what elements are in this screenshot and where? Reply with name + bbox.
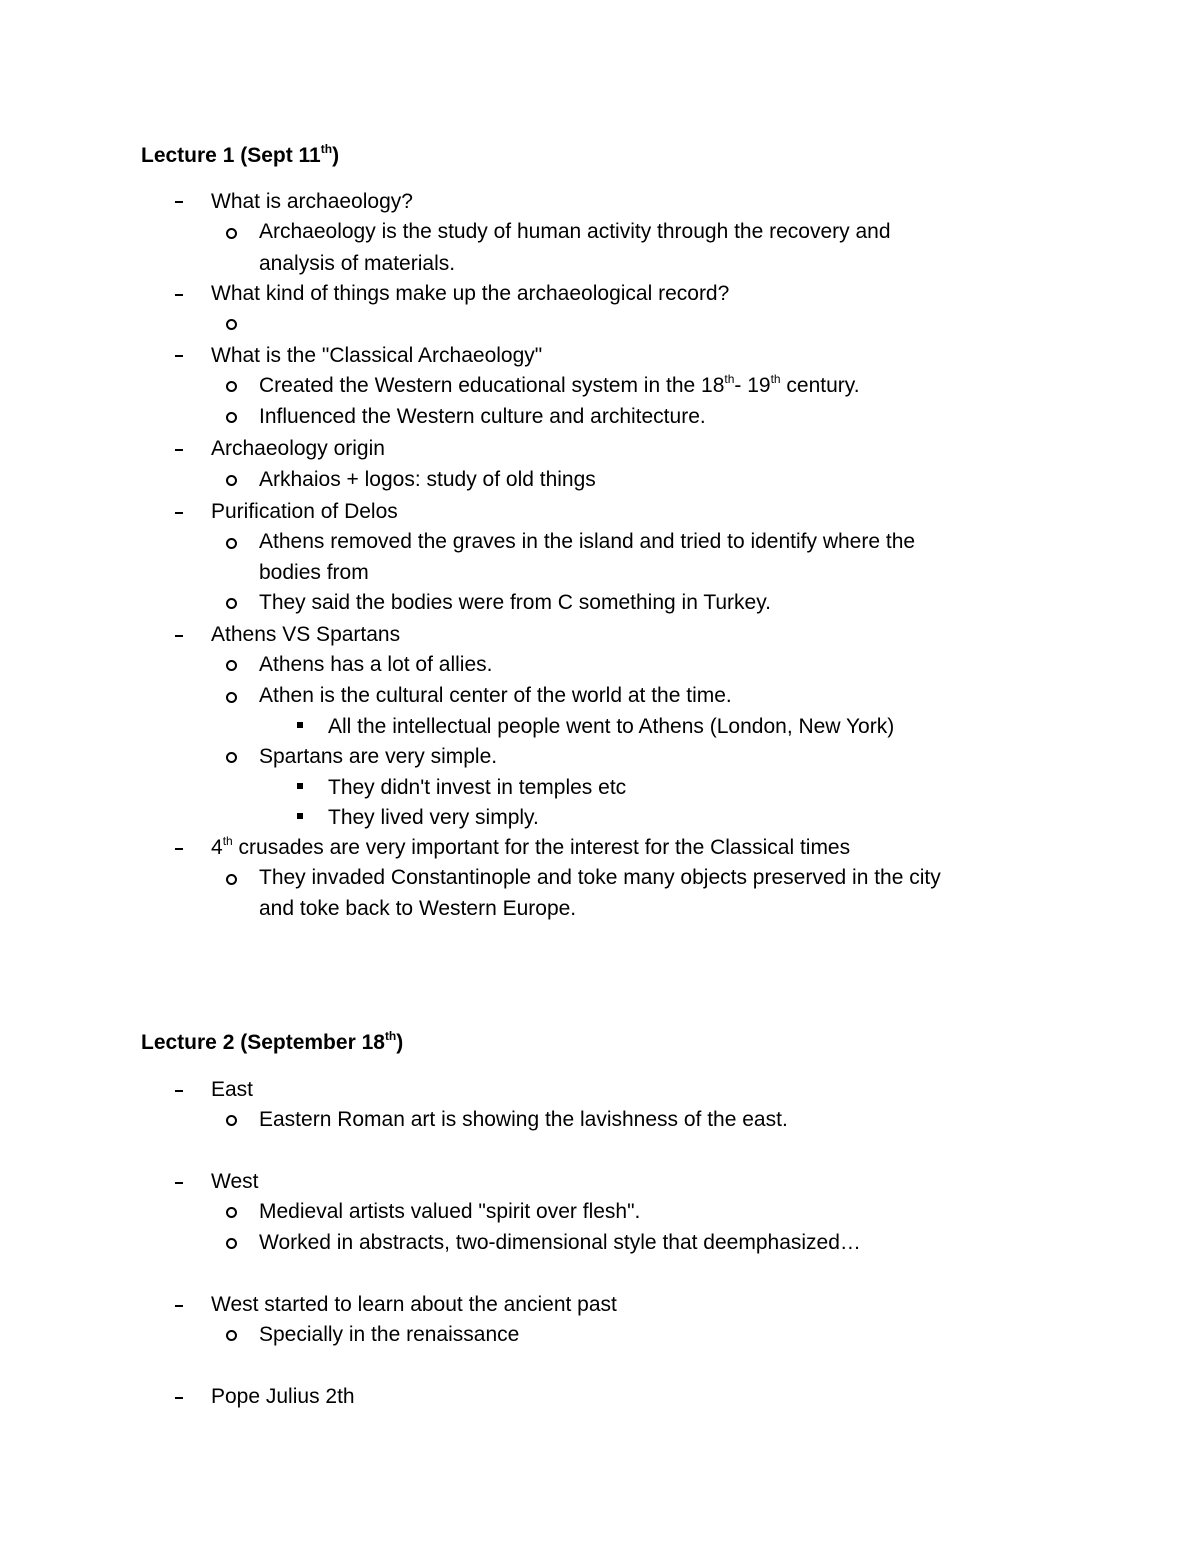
- dash-bullet: [175, 294, 183, 296]
- list-item: Athens removed the graves in the island and tried to identify where the: [259, 530, 916, 553]
- list-item: West: [211, 1170, 259, 1193]
- square-bullet: [297, 722, 303, 728]
- lecture-2-heading: Lecture 2 (September 18th): [141, 1029, 404, 1054]
- list-item: Spartans are very simple.: [259, 745, 498, 768]
- circle-bullet: [226, 752, 237, 763]
- circle-bullet: [226, 412, 237, 423]
- dash-bullet: [175, 1182, 183, 1184]
- dash-bullet: [175, 1397, 183, 1399]
- dash-bullet: [175, 1305, 183, 1307]
- list-item: What is the "Classical Archaeology": [211, 344, 543, 367]
- circle-bullet: [226, 1238, 237, 1249]
- circle-bullet: [226, 598, 237, 609]
- circle-bullet: [226, 538, 237, 549]
- list-item: Worked in abstracts, two-dimensional style that deemphasized…: [259, 1231, 861, 1254]
- list-item: They invaded Constantinople and toke many objects preserved in the city: [259, 866, 941, 889]
- list-item: Athen is the cultural center of the world at the time.: [259, 684, 732, 707]
- list-item: They didn't invest in temples etc: [328, 776, 627, 799]
- lecture-1-heading: Lecture 1 (Sept 11th): [141, 142, 340, 167]
- square-bullet: [297, 783, 303, 789]
- list-item-continuation: bodies from: [259, 561, 369, 584]
- dash-bullet: [175, 635, 183, 637]
- dash-bullet: [175, 449, 183, 451]
- dash-bullet: [175, 355, 183, 357]
- list-item-continuation: and toke back to Western Europe.: [259, 897, 577, 920]
- list-item: They said the bodies were from C something in Turkey.: [259, 591, 772, 614]
- circle-bullet: [226, 874, 237, 885]
- list-item: Archaeology origin: [211, 437, 385, 460]
- list-item: What is archaeology?: [211, 190, 413, 213]
- list-item: Influenced the Western culture and architecture.: [259, 405, 706, 428]
- list-item: Archaeology is the study of human activity through the recovery and: [259, 220, 891, 243]
- circle-bullet: [226, 692, 237, 703]
- circle-bullet: [226, 319, 237, 330]
- list-item: Pope Julius 2th: [211, 1385, 355, 1408]
- list-item-continuation: analysis of materials.: [259, 252, 456, 275]
- list-item: East: [211, 1078, 254, 1101]
- circle-bullet: [226, 1330, 237, 1341]
- list-item: Specially in the renaissance: [259, 1323, 520, 1346]
- list-item: Eastern Roman art is showing the lavishness of the east.: [259, 1108, 788, 1131]
- dash-bullet: [175, 201, 183, 203]
- dash-bullet: [175, 512, 183, 514]
- list-item: All the intellectual people went to Athens (London, New York): [328, 715, 895, 738]
- list-item: West started to learn about the ancient past: [211, 1293, 617, 1316]
- dash-bullet: [175, 1090, 183, 1092]
- circle-bullet: [226, 381, 237, 392]
- list-item: Medieval artists valued "spirit over flesh".: [259, 1200, 641, 1223]
- circle-bullet: [226, 228, 237, 239]
- list-item: What kind of things make up the archaeological record?: [211, 282, 730, 305]
- list-item: Athens VS Spartans: [211, 623, 401, 646]
- dash-bullet: [175, 848, 183, 850]
- circle-bullet: [226, 1207, 237, 1218]
- list-item: Purification of Delos: [211, 500, 398, 523]
- list-item: 4th crusades are very important for the interest for the Classical times: [211, 834, 851, 859]
- list-item: They lived very simply.: [328, 806, 539, 829]
- circle-bullet: [226, 1115, 237, 1126]
- circle-bullet: [226, 660, 237, 671]
- list-item: Arkhaios + logos: study of old things: [259, 468, 596, 491]
- circle-bullet: [226, 475, 237, 486]
- list-item: Created the Western educational system in the 18th- 19th century.: [259, 372, 860, 397]
- list-item: Athens has a lot of allies.: [259, 653, 493, 676]
- square-bullet: [297, 813, 303, 819]
